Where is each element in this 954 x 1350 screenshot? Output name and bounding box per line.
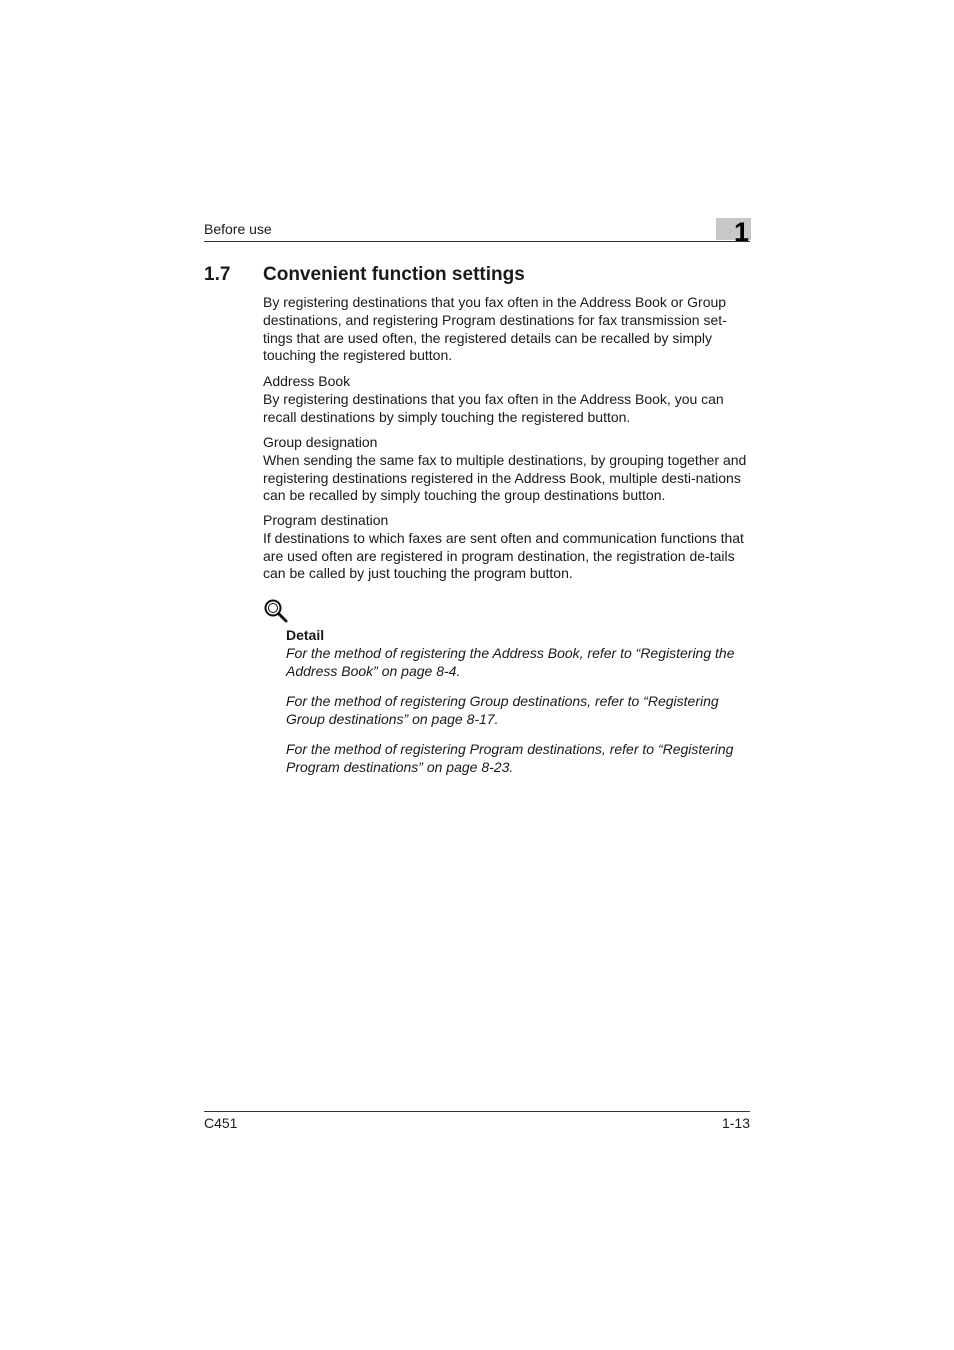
- chapter-number: 1: [733, 217, 749, 247]
- detail-label: Detail: [286, 627, 325, 643]
- item-text: When sending the same fax to multiple destinations, by grouping together and registering destinations registered in the Address Book, multiple desti-nations can be recalled by simply touching the group destinations button.: [263, 451, 747, 504]
- section-heading: [204, 264, 525, 286]
- section-title: Convenient function settings: [263, 264, 525, 285]
- page-number: 1-13: [721, 1115, 750, 1131]
- list-item: [263, 373, 753, 426]
- item-text: By registering destinations that you fax often in the Address Book, you can recall destinations by simply touching the registered button.: [263, 390, 724, 425]
- footer-divider: [204, 1111, 750, 1112]
- item-heading: Program destination: [263, 512, 389, 528]
- chapter-tab: [716, 217, 751, 247]
- intro-paragraph: [263, 294, 753, 365]
- list-item: [263, 512, 753, 583]
- detail-note-text: For the method of registering the Address Book, refer to “Registering the Address Book” on page 8-4.: [286, 645, 735, 679]
- item-text: If destinations to which faxes are sent often and communication functions that are used often are registered in program destination, the registration de-tails can be called by just touching the program button.: [263, 529, 744, 582]
- intro-text: By registering destinations that you fax often in the Address Book or Group destinations, and registering Program destinations for fax transmission set-tings that are used often, the registered details can be recalled by simply touching the registered button.: [263, 294, 727, 364]
- item-heading: Address Book: [263, 373, 351, 389]
- list-item: [263, 434, 753, 505]
- header-divider: [204, 241, 750, 242]
- section-number: 1.7: [204, 264, 231, 285]
- running-header: Before use: [204, 221, 272, 237]
- detail-note: [286, 626, 756, 680]
- detail-note-text: For the method of registering Program destinations, refer to “Registering Program destinations” on page 8-23.: [286, 741, 734, 775]
- detail-note-text: For the method of registering Group destinations, refer to “Registering Group destinations” on page 8-17.: [286, 693, 719, 727]
- magnifier-icon: [263, 598, 289, 624]
- item-heading: Group designation: [263, 434, 378, 450]
- footer-model: C451: [204, 1115, 238, 1131]
